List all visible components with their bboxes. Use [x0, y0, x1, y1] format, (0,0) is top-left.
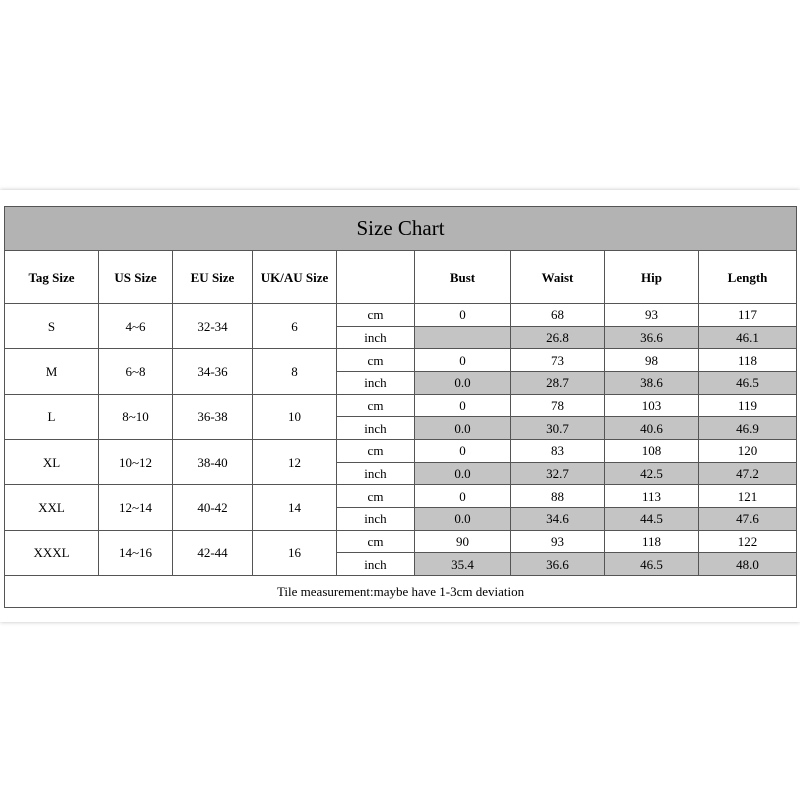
us-size-cell: 8~10 — [99, 394, 173, 439]
unit-cm-cell: cm — [337, 439, 415, 462]
waist-cm-cell: 83 — [511, 439, 605, 462]
unit-cm-cell: cm — [337, 530, 415, 553]
waist-inch-cell: 26.8 — [511, 326, 605, 349]
waist-inch-cell: 36.6 — [511, 553, 605, 576]
chart-title: Size Chart — [5, 207, 797, 251]
waist-inch-cell: 28.7 — [511, 371, 605, 394]
unit-inch-cell: inch — [337, 462, 415, 485]
header-us-size: US Size — [99, 251, 173, 304]
header-unit — [337, 251, 415, 304]
waist-inch-cell: 34.6 — [511, 507, 605, 530]
header-bust: Bust — [415, 251, 511, 304]
length-cm-cell: 122 — [699, 530, 797, 553]
size-chart-table — [4, 206, 797, 608]
hip-inch-cell: 44.5 — [605, 507, 699, 530]
bust-inch-cell: 0.0 — [415, 507, 511, 530]
waist-inch-cell: 32.7 — [511, 462, 605, 485]
eu-size-cell: 32-34 — [173, 303, 253, 348]
bust-cm-cell: 0 — [415, 439, 511, 462]
bust-cm-cell: 0 — [415, 303, 511, 326]
size-chart-sheet — [0, 190, 800, 622]
length-cm-cell: 119 — [699, 394, 797, 417]
table-row — [5, 394, 797, 417]
length-cm-cell: 118 — [699, 349, 797, 372]
bust-cm-cell: 0 — [415, 485, 511, 508]
bust-inch-cell: 35.4 — [415, 553, 511, 576]
bust-inch-cell: 0.0 — [415, 417, 511, 440]
uk-au-size-cell: 8 — [253, 349, 337, 394]
length-inch-cell: 48.0 — [699, 553, 797, 576]
hip-inch-cell: 40.6 — [605, 417, 699, 440]
unit-inch-cell: inch — [337, 371, 415, 394]
waist-inch-cell: 30.7 — [511, 417, 605, 440]
length-cm-cell: 120 — [699, 439, 797, 462]
uk-au-size-cell: 12 — [253, 439, 337, 484]
eu-size-cell: 42-44 — [173, 530, 253, 575]
unit-cm-cell: cm — [337, 485, 415, 508]
hip-cm-cell: 103 — [605, 394, 699, 417]
header-tag-size: Tag Size — [5, 251, 99, 304]
unit-cm-cell: cm — [337, 349, 415, 372]
us-size-cell: 10~12 — [99, 439, 173, 484]
hip-cm-cell: 118 — [605, 530, 699, 553]
unit-inch-cell: inch — [337, 553, 415, 576]
us-size-cell: 4~6 — [99, 303, 173, 348]
header-uk-au-size: UK/AU Size — [253, 251, 337, 304]
hip-inch-cell: 46.5 — [605, 553, 699, 576]
uk-au-size-cell: 16 — [253, 530, 337, 575]
hip-cm-cell: 93 — [605, 303, 699, 326]
length-inch-cell: 46.5 — [699, 371, 797, 394]
length-cm-cell: 121 — [699, 485, 797, 508]
unit-cm-cell: cm — [337, 303, 415, 326]
length-cm-cell: 117 — [699, 303, 797, 326]
hip-cm-cell: 98 — [605, 349, 699, 372]
unit-inch-cell: inch — [337, 417, 415, 440]
hip-cm-cell: 113 — [605, 485, 699, 508]
us-size-cell: 6~8 — [99, 349, 173, 394]
table-row — [5, 530, 797, 553]
header-eu-size: EU Size — [173, 251, 253, 304]
bust-cm-cell: 90 — [415, 530, 511, 553]
eu-size-cell: 40-42 — [173, 485, 253, 530]
waist-cm-cell: 78 — [511, 394, 605, 417]
tag-size-cell: L — [5, 394, 99, 439]
waist-cm-cell: 73 — [511, 349, 605, 372]
tag-size-cell: XXL — [5, 485, 99, 530]
header-row — [5, 251, 797, 304]
length-inch-cell: 47.2 — [699, 462, 797, 485]
unit-cm-cell: cm — [337, 394, 415, 417]
header-length: Length — [699, 251, 797, 304]
waist-cm-cell: 88 — [511, 485, 605, 508]
table-row — [5, 439, 797, 462]
table-row — [5, 349, 797, 372]
bust-cm-cell: 0 — [415, 349, 511, 372]
uk-au-size-cell: 14 — [253, 485, 337, 530]
eu-size-cell: 34-36 — [173, 349, 253, 394]
uk-au-size-cell: 6 — [253, 303, 337, 348]
length-inch-cell: 47.6 — [699, 507, 797, 530]
hip-cm-cell: 108 — [605, 439, 699, 462]
measurement-note: Tile measurement:maybe have 1-3cm deviation — [5, 575, 797, 607]
tag-size-cell: S — [5, 303, 99, 348]
bust-inch-cell — [415, 326, 511, 349]
hip-inch-cell: 38.6 — [605, 371, 699, 394]
bust-inch-cell: 0.0 — [415, 371, 511, 394]
bust-inch-cell: 0.0 — [415, 462, 511, 485]
uk-au-size-cell: 10 — [253, 394, 337, 439]
waist-cm-cell: 93 — [511, 530, 605, 553]
header-waist: Waist — [511, 251, 605, 304]
us-size-cell: 12~14 — [99, 485, 173, 530]
hip-inch-cell: 36.6 — [605, 326, 699, 349]
unit-inch-cell: inch — [337, 326, 415, 349]
eu-size-cell: 38-40 — [173, 439, 253, 484]
length-inch-cell: 46.1 — [699, 326, 797, 349]
us-size-cell: 14~16 — [99, 530, 173, 575]
waist-cm-cell: 68 — [511, 303, 605, 326]
tag-size-cell: M — [5, 349, 99, 394]
header-hip: Hip — [605, 251, 699, 304]
table-row — [5, 303, 797, 326]
eu-size-cell: 36-38 — [173, 394, 253, 439]
hip-inch-cell: 42.5 — [605, 462, 699, 485]
length-inch-cell: 46.9 — [699, 417, 797, 440]
tag-size-cell: XL — [5, 439, 99, 484]
unit-inch-cell: inch — [337, 507, 415, 530]
table-row — [5, 485, 797, 508]
bust-cm-cell: 0 — [415, 394, 511, 417]
tag-size-cell: XXXL — [5, 530, 99, 575]
